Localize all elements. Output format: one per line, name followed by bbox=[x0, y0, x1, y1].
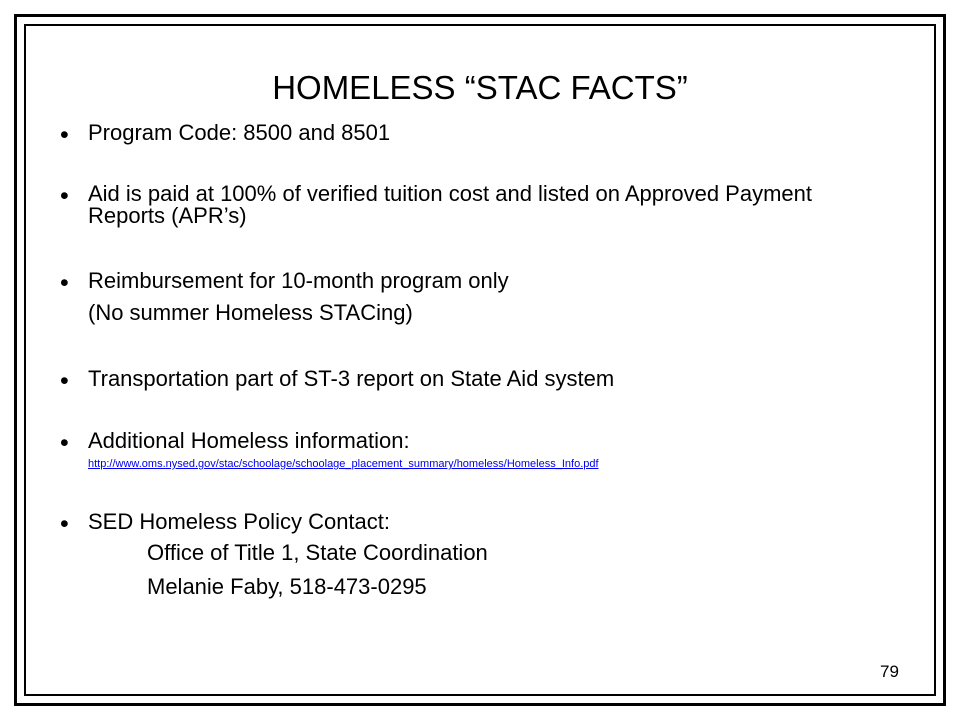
bullet-marker: • bbox=[60, 367, 69, 395]
bullet-marker: • bbox=[60, 269, 69, 297]
bullet-marker: • bbox=[60, 429, 69, 457]
slide-title: HOMELESS “STAC FACTS” bbox=[272, 69, 688, 106]
contact-office: Office of Title 1, State Coordination bbox=[147, 540, 488, 565]
bullet-text: Aid is paid at 100% of verified tuition cost and listed on Approved Payment Reports (APR’s) bbox=[88, 181, 812, 228]
bullet-text: Additional Homeless information: bbox=[88, 428, 410, 453]
bullet-text: Reimbursement for 10-month program only bbox=[88, 268, 509, 293]
homeless-info-link[interactable]: http://www.oms.nysed.gov/stac/schoolage/schoolage_placement_summary/homeless/Homeless_Info.pdf bbox=[88, 458, 599, 470]
bullet-marker: • bbox=[60, 510, 69, 538]
bullet-text: Transportation part of ST-3 report on State Aid system bbox=[88, 366, 615, 391]
bullet-marker: • bbox=[60, 182, 69, 210]
bullet-text: SED Homeless Policy Contact: bbox=[88, 509, 390, 534]
bullet-marker: • bbox=[60, 121, 69, 149]
page-number: 79 bbox=[880, 662, 899, 681]
bullet-text: Program Code: 8500 and 8501 bbox=[88, 120, 391, 145]
contact-person: Melanie Faby, 518-473-0295 bbox=[147, 574, 427, 599]
reimbursement-note: (No summer Homeless STACing) bbox=[88, 300, 413, 325]
